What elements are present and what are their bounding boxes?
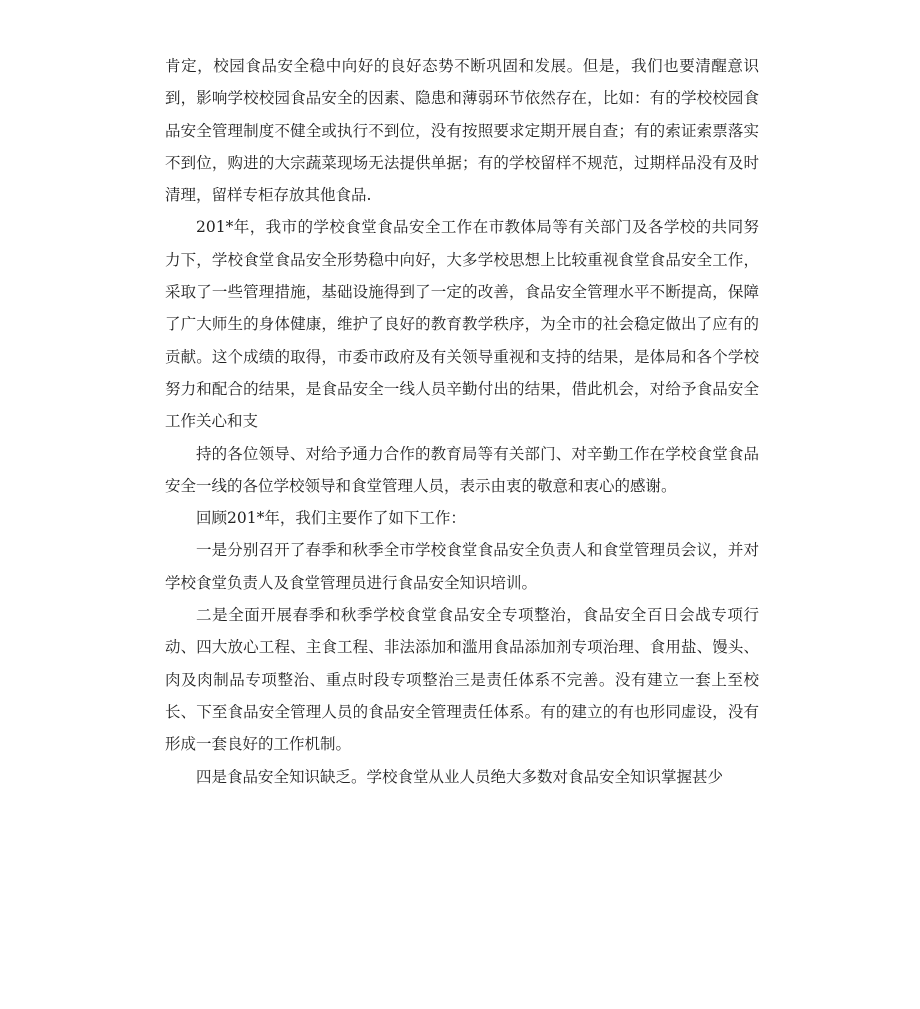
- paragraph-3: 持的各位领导、对给予通力合作的教育局等有关部门、对辛勤工作在学校食堂食品安全一线的各位学校领导和食堂管理人员，表示由衷的敬意和衷心的感谢。: [165, 444, 759, 495]
- paragraph-6: 二是全面开展春季和秋季学校食堂食品安全专项整治，食品安全百日会战专项行动、四大放心工程、主食工程、非法添加和滥用食品添加剂专项治理、食用盐、馒头、肉及肉制品专项整治、重点时段专项整治三是责任体系不完善。没有建立一套上至校长、下至食品安全管理人员的食品安全管理责任体系。有的建立的有也形同虚设，没有形成一套良好的工作机制。: [165, 606, 759, 754]
- paragraph-1: 肯定，校园食品安全稳中向好的良好态势不断巩固和发展。但是，我们也要清醒意识到，影响学校校园食品安全的因素、隐患和薄弱环节依然存在，比如：有的学校校园食品安全管理制度不健全或执行不到位，没有按照要求定期开展自查；有的索证索票落实不到位，购进的大宗蔬菜现场无法提供单据；有的学校留样不规范，过期样品没有及时清理，留样专柜存放其他食品.: [165, 57, 759, 205]
- paragraph-2: 201*年，我市的学校食堂食品安全工作在市教体局等有关部门及各学校的共同努力下，学校食堂食品安全形势稳中向好，大多学校思想上比较重视食堂食品安全工作，采取了一些管理措施，基础设施得到了一定的改善，食品安全管理水平不断提高，保障了广大师生的身体健康，维护了良好的教育教学秩序，为全市的社会稳定做出了应有的贡献。这个成绩的取得，市委市政府及有关领导重视和支持的结果，是体局和各个学校努力和配合的结果，是食品安全一线人员辛勤付出的结果，借此机会，对给予食品安全工作关心和支: [165, 218, 759, 431]
- paragraph-7: 四是食品安全知识缺乏。学校食堂从业人员绝大多数对食品安全知识掌握甚少: [196, 767, 724, 786]
- paragraph-5: 一是分别召开了春季和秋季全市学校食堂食品安全负责人和食堂管理员会议，并对学校食堂负责人及食堂管理员进行食品安全知识培训。: [165, 541, 759, 592]
- document-body: [165, 50, 759, 793]
- paragraph-4: 回顾201*年，我们主要作了如下工作：: [196, 509, 466, 528]
